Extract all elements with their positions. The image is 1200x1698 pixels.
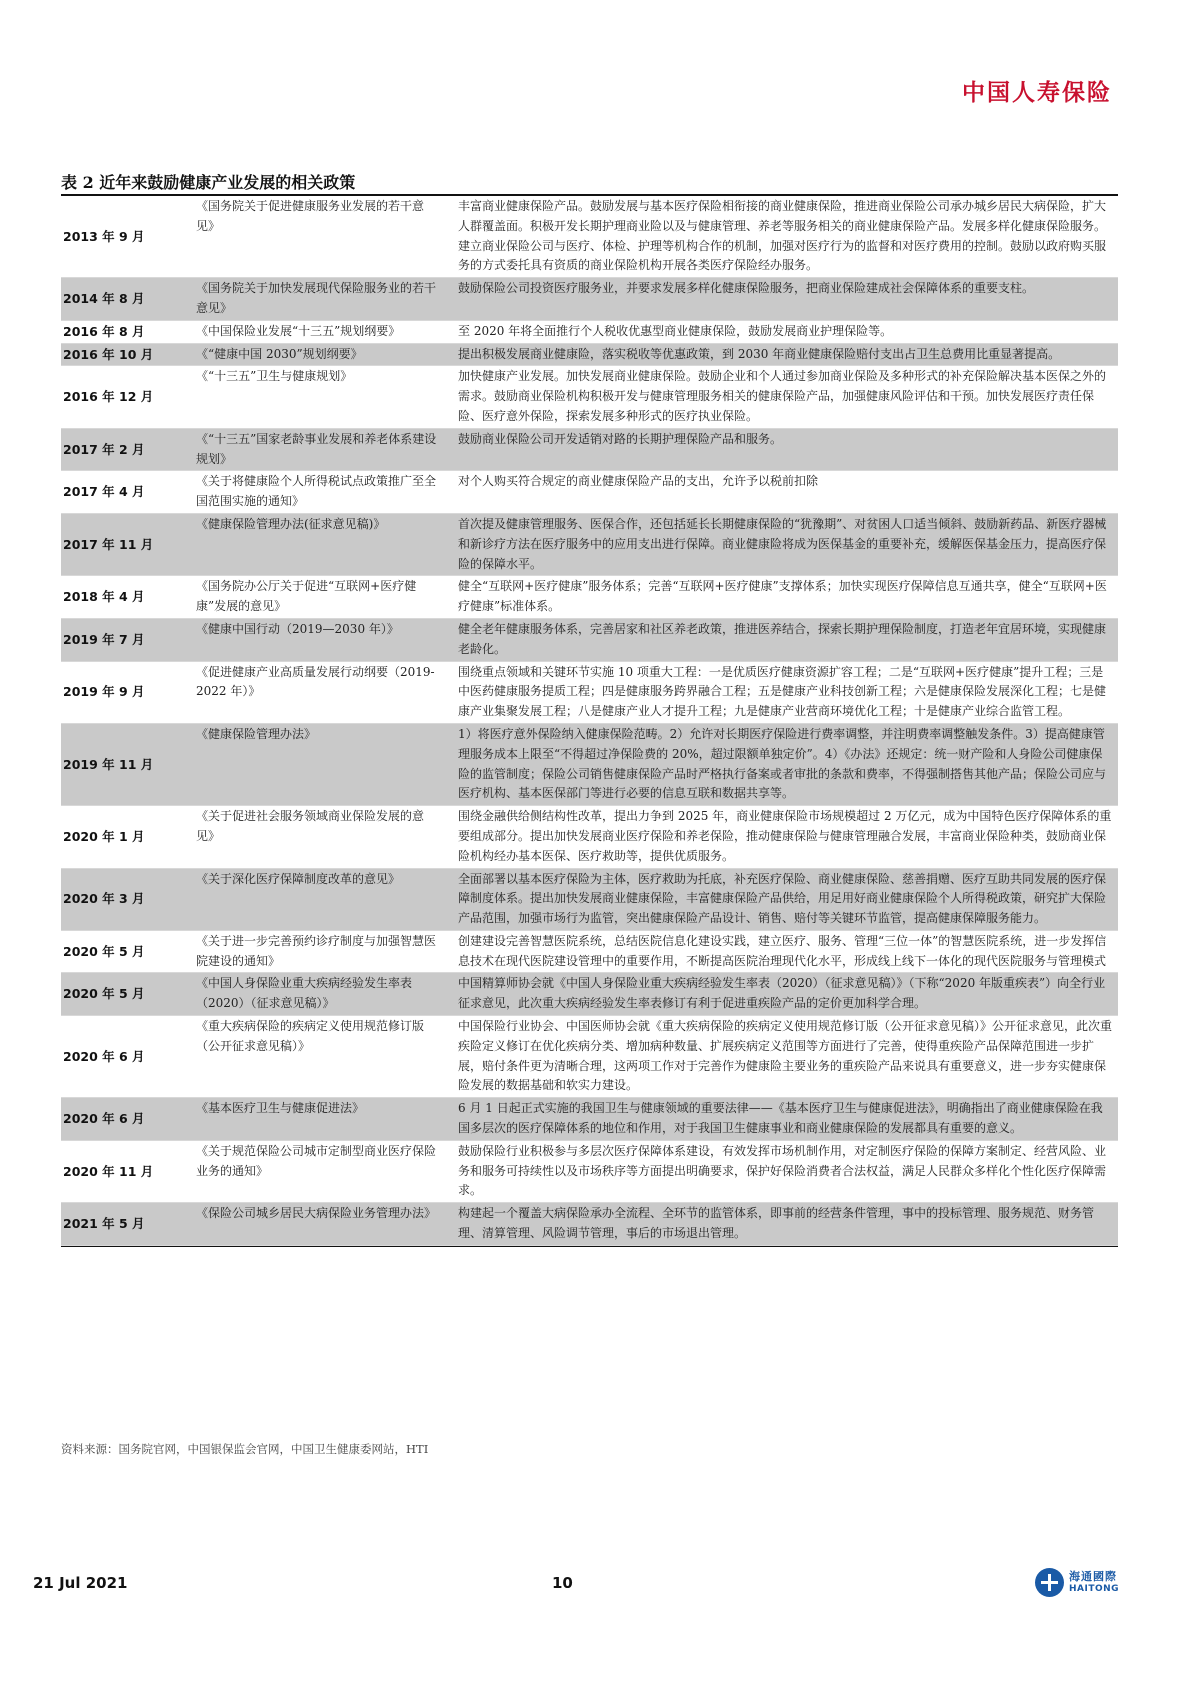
- row-description: 中国保险行业协会、中国医师协会就《重大疾病保险的疾病定义使用规范修订版（公开征求意见稿）》公开征求意见，此次重疾险定义修订在优化疾病分类、增加病种数量、扩展疾病定义范围等方面进行了完善，使得重疾险产品保障范围进一步扩展，赔付条件更为清晰合理，这两项工作对于完善作为健康险主要业务的重疾险产品来说具有重要意义，进一步夯实健康保险发展的数据基础和软实力建设。: [448, 1016, 1118, 1098]
- footer-date: 21 Jul 2021: [33, 1574, 128, 1592]
- row-policy-name: 《关于促进社会服务领域商业保险发展的意见》: [184, 806, 448, 868]
- table-row: [61, 1140, 1118, 1202]
- row-description: 至 2020 年将全面推行个人税收优惠型商业健康保险，鼓励发展商业护理保险等。: [448, 320, 1118, 343]
- row-date: 2020 年 6 月: [61, 1016, 184, 1098]
- page-number: 10: [552, 1574, 573, 1592]
- row-description: 首次提及健康管理服务、医保合作，还包括延长长期健康保险的“犹豫期”、对贫困人口适当倾斜、鼓励新药品、新医疗器械和新诊疗方法在医疗服务中的应用支出进行保障。商业健康险将成为医保基金的重要补充，缓解医保基金压力，提高医疗保险的保障水平。: [448, 513, 1118, 575]
- row-description: 鼓励商业保险公司开发适销对路的长期护理保险产品和服务。: [448, 428, 1118, 471]
- row-policy-name: 《健康保险管理办法》: [184, 723, 448, 805]
- table-row: [61, 661, 1118, 723]
- table-row: [61, 1016, 1118, 1098]
- logo-en: HAITONG: [1069, 1583, 1120, 1594]
- brand-title: 中国人寿保险: [962, 80, 1112, 106]
- table-row: [61, 868, 1118, 930]
- row-policy-name: 《促进健康产业高质量发展行动纲要（2019-2022 年）》: [184, 661, 448, 723]
- row-date: 2017 年 11 月: [61, 513, 184, 575]
- row-date: 2019 年 11 月: [61, 723, 184, 805]
- row-date: 2016 年 12 月: [61, 366, 184, 428]
- table-row: [61, 930, 1118, 973]
- table-row: [61, 618, 1118, 661]
- row-policy-name: 《国务院办公厅关于促进“互联网+医疗健康”发展的意见》: [184, 576, 448, 619]
- table-row: [61, 343, 1118, 366]
- row-date: 2020 年 6 月: [61, 1098, 184, 1141]
- table-row: [61, 723, 1118, 805]
- row-policy-name: 《关于深化医疗保障制度改革的意见》: [184, 868, 448, 930]
- row-date: 2016 年 10 月: [61, 343, 184, 366]
- row-date: 2019 年 7 月: [61, 618, 184, 661]
- row-date: 2014 年 8 月: [61, 278, 184, 321]
- table-row: [61, 471, 1118, 514]
- row-description: 中国精算师协会就《中国人身保险业重大疾病经验发生率表（2020）（征求意见稿）》（下称“2020 年版重疾表”）向全行业征求意见，此次重大疾病经验发生率表修订有利于促进重疾险产品的定价更加科学合理。: [448, 973, 1118, 1016]
- table-row: [61, 428, 1118, 471]
- table-row: [61, 320, 1118, 343]
- haitong-logo: [1035, 1568, 1119, 1597]
- row-date: 2013 年 9 月: [61, 196, 184, 278]
- row-date: 2017 年 2 月: [61, 428, 184, 471]
- row-description: 健全老年健康服务体系，完善居家和社区养老政策，推进医养结合，探索长期护理保险制度，打造老年宜居环境，实现健康老龄化。: [448, 618, 1118, 661]
- policy-table-wrapper: [61, 194, 1118, 1247]
- row-description: 丰富商业健康保险产品。鼓励发展与基本医疗保险相衔接的商业健康保险，推进商业保险公司承办城乡居民大病保险，扩大人群覆盖面。积极开发长期护理商业险以及与健康管理、养老等服务相关的商业健康保险产品。发展多样化健康保险服务。建立商业保险公司与医疗、体检、护理等机构合作的机制，加强对医疗行为的监督和对医疗费用的控制。鼓励以政府购买服务的方式委托具有资质的商业保险机构开展各类医疗保险经办服务。: [448, 196, 1118, 278]
- row-description: 对个人购买符合规定的商业健康保险产品的支出，允许予以税前扣除: [448, 471, 1118, 514]
- row-description: 提出积极发展商业健康险，落实税收等优惠政策，到 2030 年商业健康保险赔付支出占卫生总费用比重显著提高。: [448, 343, 1118, 366]
- policy-table-body: [61, 196, 1118, 1245]
- table-row: [61, 973, 1118, 1016]
- policy-table: [61, 196, 1118, 1246]
- table-row: [61, 278, 1118, 321]
- row-policy-name: 《“十三五”国家老龄事业发展和养老体系建设规划》: [184, 428, 448, 471]
- row-description: 健全“互联网+医疗健康”服务体系；完善“互联网+医疗健康”支撑体系；加快实现医疗保障信息互通共享，健全“互联网+医疗健康”标准体系。: [448, 576, 1118, 619]
- row-description: 创建建设完善智慧医院系统，总结医院信息化建设实践，建立医疗、服务、管理“三位一体”的智慧医院系统，进一步发挥信息技术在现代医院建设管理中的重要作用，不断提高医院治理现代化水平，形成线上线下一体化的现代医院服务与管理模式: [448, 930, 1118, 973]
- row-policy-name: 《中国保险业发展“十三五”规划纲要》: [184, 320, 448, 343]
- table-row: [61, 1098, 1118, 1141]
- logo-text: [1069, 1571, 1119, 1595]
- table-row: [61, 513, 1118, 575]
- row-policy-name: 《中国人身保险业重大疾病经验发生率表（2020）（征求意见稿）》: [184, 973, 448, 1016]
- logo-cn: 海通國際: [1069, 1569, 1117, 1583]
- row-date: 2018 年 4 月: [61, 576, 184, 619]
- haitong-logo-icon: [1035, 1568, 1064, 1597]
- row-date: 2016 年 8 月: [61, 320, 184, 343]
- table-row: [61, 366, 1118, 428]
- row-description: 全面部署以基本医疗保险为主体，医疗救助为托底，补充医疗保险、商业健康保险、慈善捐赠、医疗互助共同发展的医疗保障制度体系。提出加快发展商业健康保险，丰富健康保险产品供给，用足用好商业健康保险个人所得税政策，研究扩大保险产品范围，加强市场行为监管，突出健康保险产品设计、销售、赔付等关键环节监管，提高健康保障服务能力。: [448, 868, 1118, 930]
- row-description: 鼓励保险行业积极参与多层次医疗保障体系建设，有效发挥市场机制作用，对定制医疗保险的保障方案制定、经营风险、业务和服务可持续性以及市场秩序等方面提出明确要求，保护好保险消费者合法权益，满足人民群众多样化个性化医疗保障需求。: [448, 1140, 1118, 1202]
- row-policy-name: 《关于将健康险个人所得税试点政策推广至全国范围实施的通知》: [184, 471, 448, 514]
- row-policy-name: 《关于进一步完善预约诊疗制度与加强智慧医院建设的通知》: [184, 930, 448, 973]
- row-policy-name: 《国务院关于促进健康服务业发展的若干意见》: [184, 196, 448, 278]
- row-description: 加快健康产业发展。加快发展商业健康保险。鼓励企业和个人通过参加商业保险及多种形式的补充保险解决基本医保之外的需求。鼓励商业保险机构积极开发与健康管理服务相关的健康保险产品，加强健康风险评估和干预。加快发展医疗责任保险、医疗意外保险，探索发展多种形式的医疗执业保险。: [448, 366, 1118, 428]
- row-policy-name: 《基本医疗卫生与健康促进法》: [184, 1098, 448, 1141]
- row-policy-name: 《“十三五”卫生与健康规划》: [184, 366, 448, 428]
- row-policy-name: 《重大疾病保险的疾病定义使用规范修订版（公开征求意见稿）》: [184, 1016, 448, 1098]
- row-description: 构建起一个覆盖大病保险承办全流程、全环节的监管体系，即事前的经营条件管理，事中的投标管理、服务规范、财务管理、清算管理、风险调节管理，事后的市场退出管理。: [448, 1203, 1118, 1246]
- row-date: 2020 年 3 月: [61, 868, 184, 930]
- row-date: 2021 年 5 月: [61, 1203, 184, 1246]
- row-policy-name: 《健康保险管理办法(征求意见稿)》: [184, 513, 448, 575]
- source-note: 资料来源：国务院官网，中国银保监会官网，中国卫生健康委网站，HTI: [61, 1442, 429, 1456]
- table-row: [61, 1203, 1118, 1246]
- row-date: 2020 年 1 月: [61, 806, 184, 868]
- row-policy-name: 《健康中国行动（2019—2030 年）》: [184, 618, 448, 661]
- row-date: 2020 年 5 月: [61, 930, 184, 973]
- table-title: 表 2 近年来鼓励健康产业发展的相关政策: [61, 173, 356, 192]
- row-date: 2017 年 4 月: [61, 471, 184, 514]
- row-description: 6 月 1 日起正式实施的我国卫生与健康领域的重要法律——《基本医疗卫生与健康促进法》，明确指出了商业健康保险在我国多层次的医疗保障体系的地位和作用，对于我国卫生健康事业和商业健康保险的发展都具有重要的意义。: [448, 1098, 1118, 1141]
- row-policy-name: 《“健康中国 2030”规划纲要》: [184, 343, 448, 366]
- row-policy-name: 《关于规范保险公司城市定制型商业医疗保险业务的通知》: [184, 1140, 448, 1202]
- row-policy-name: 《保险公司城乡居民大病保险业务管理办法》: [184, 1203, 448, 1246]
- row-date: 2020 年 5 月: [61, 973, 184, 1016]
- row-date: 2020 年 11 月: [61, 1140, 184, 1202]
- table-row: [61, 196, 1118, 278]
- table-row: [61, 806, 1118, 868]
- row-description: 1）将医疗意外保险纳入健康保险范畴。2）允许对长期医疗保险进行费率调整，并注明费率调整触发条件。3）提高健康管理服务成本上限至“不得超过净保险费的 20%，超过限额单独定价”。4）《办法》还规定：统一财产险和人身险公司健康保险的监管制度；保险公司销售健康保险产品时严格执行备案或者审批的条款和费率，不得强制搭售其他产品；保险公司应与医疗机构、基本医保部门等进行必要的信息互联和数据共享等。: [448, 723, 1118, 805]
- row-date: 2019 年 9 月: [61, 661, 184, 723]
- row-description: 鼓励保险公司投资医疗服务业，并要求发展多样化健康保险服务，把商业保险建成社会保障体系的重要支柱。: [448, 278, 1118, 321]
- table-row: [61, 576, 1118, 619]
- row-description: 围绕金融供给侧结构性改革，提出力争到 2025 年，商业健康保险市场规模超过 2 万亿元，成为中国特色医疗保障体系的重要组成部分。提出加快发展商业医疗保险和养老保险，推动健康保险与健康管理融合发展，丰富商业保险种类，鼓励商业保险机构经办基本医保、医疗救助等，提供优质服务。: [448, 806, 1118, 868]
- row-policy-name: 《国务院关于加快发展现代保险服务业的若干意见》: [184, 278, 448, 321]
- row-description: 围绕重点领域和关键环节实施 10 项重大工程：一是优质医疗健康资源扩容工程；二是“互联网+医疗健康”提升工程；三是中医药健康服务提质工程；四是健康服务跨界融合工程；五是健康产业科技创新工程；六是健康保险发展深化工程；七是健康产业集聚发展工程；八是健康产业人才提升工程；九是健康产业营商环境优化工程；十是健康产业综合监管工程。: [448, 661, 1118, 723]
